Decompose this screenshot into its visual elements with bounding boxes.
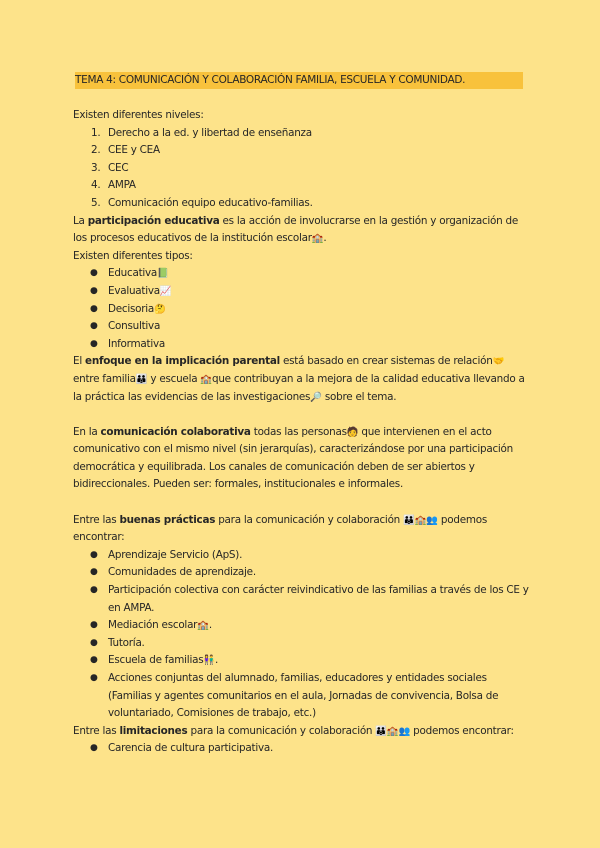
chart-icon: 📈 — [159, 285, 172, 297]
limitaciones-intro: Entre las limitaciones para la comunicación y colaboración 👪🏫👥 podemos encontrar: — [73, 724, 514, 737]
family-icon: 👪 — [403, 514, 415, 526]
participacion-paragraph: La participación educativa es la acción de involucrarse en la gestión y organización de los procesos educativos de la institución escolar🏫. — [73, 214, 519, 245]
family-icon: 👪 — [135, 373, 148, 385]
family-icon: 👪 — [375, 725, 387, 737]
tipos-list — [73, 265, 533, 353]
comunicacion-paragraph: En la comunicación colaborativa todas las personas🧑 que intervienen en el acto comunicativo con el mismo nivel (sin jerarquías), caracterizándose por una participación democrática y equilibrada. Los canales de comunicación deben de ser abiertos y bidireccionales. Pueden ser: formales, institucionales e informales. — [73, 425, 514, 491]
tipos-intro: Existen diferentes tipos: — [73, 249, 193, 262]
list-item: 3. CEC — [91, 161, 129, 174]
list-item: ● Acciones conjuntas del alumnado, familias, educadores y entidades sociales (Familias y agentes comunitarios en el aula, Jornadas de convivencia, Bolsa de voluntariado, Comisiones de trabajo, etc.) — [90, 672, 499, 720]
school-icon: 🏫 — [197, 620, 209, 632]
niveles-list — [73, 125, 533, 213]
enfoque-paragraph: El enfoque en la implicación parental está basado en crear sistemas de relación🤝 entre familia👪 y escuela 🏫que contribuyan a la mejora de la calidad educativa llevando a la práctica las evidencias de las investigaciones🔎 sobre el tema. — [73, 355, 525, 403]
thinking-face-icon: 🤔 — [154, 303, 166, 315]
limitaciones-list — [73, 740, 533, 758]
bullet-icon: ● — [90, 338, 98, 349]
list-item: ● Educativa📗 — [73, 265, 533, 283]
school-icon: 🏫 — [386, 725, 399, 737]
buenas-practicas-list — [73, 547, 533, 723]
magnifier-icon: 🔎 — [310, 391, 322, 403]
document-body — [73, 107, 533, 758]
people-icon: 👥 — [426, 514, 438, 526]
list-item: ● Mediación escolar🏫. — [73, 617, 533, 635]
list-item: ● Escuela de familias👫. — [73, 652, 533, 670]
people-icon: 👥 — [398, 725, 411, 737]
school-icon: 🏫 — [200, 373, 212, 385]
bullet-icon: ● — [90, 655, 98, 666]
bullet-icon: ● — [90, 620, 98, 631]
list-item: ● Tutoría. — [73, 635, 533, 653]
school-icon: 🏫 — [311, 233, 324, 245]
handshake-icon: 🤝 — [492, 356, 505, 368]
bullet-icon: ● — [90, 585, 98, 596]
list-item: 1. Derecho a la ed. y libertad de enseñanza — [91, 126, 312, 139]
parents-icon: 👫 — [203, 655, 215, 667]
list-item: ● Comunidades de aprendizaje. — [73, 564, 533, 582]
bullet-icon: ● — [90, 743, 98, 754]
list-item: ● Evaluativa📈 — [73, 283, 533, 301]
list-item: ● Participación colectiva con carácter reivindicativo de las familias a través de los CE y en AMPA. — [90, 584, 529, 614]
bullet-icon: ● — [90, 268, 98, 279]
list-item: ● Carencia de cultura participativa. — [73, 740, 533, 758]
bullet-icon: ● — [90, 673, 98, 683]
list-item: ● Decisoria🤔 — [73, 301, 533, 319]
page-title: TEMA 4: COMUNICACIÓN Y COLABORACIÓN FAMILIA, ESCUELA Y COMUNIDAD. — [75, 72, 523, 89]
list-item: ● Consultiva — [73, 318, 533, 336]
bullet-icon: ● — [90, 637, 98, 648]
list-item: ● Informativa — [73, 336, 533, 354]
list-item: ● Aprendizaje Servicio (ApS). — [73, 547, 533, 565]
list-item: 2. CEE y CEA — [91, 144, 160, 157]
list-item: 5. Comunicación equipo educativo-familias. — [91, 196, 313, 209]
niveles-intro: Existen diferentes niveles: — [73, 109, 204, 121]
bullet-icon: ● — [90, 285, 98, 296]
school-icon: 🏫 — [414, 514, 427, 526]
buenas-practicas-intro: Entre las buenas prácticas para la comunicación y colaboración 👪🏫👥 podemos encontrar: — [73, 513, 487, 544]
person-icon: 🧑 — [346, 426, 359, 438]
book-icon: 📗 — [157, 268, 169, 280]
bullet-icon: ● — [90, 567, 98, 578]
list-item: 4. AMPA — [91, 179, 136, 192]
bullet-icon: ● — [90, 321, 98, 332]
bullet-icon: ● — [90, 549, 98, 560]
bullet-icon: ● — [90, 303, 98, 314]
